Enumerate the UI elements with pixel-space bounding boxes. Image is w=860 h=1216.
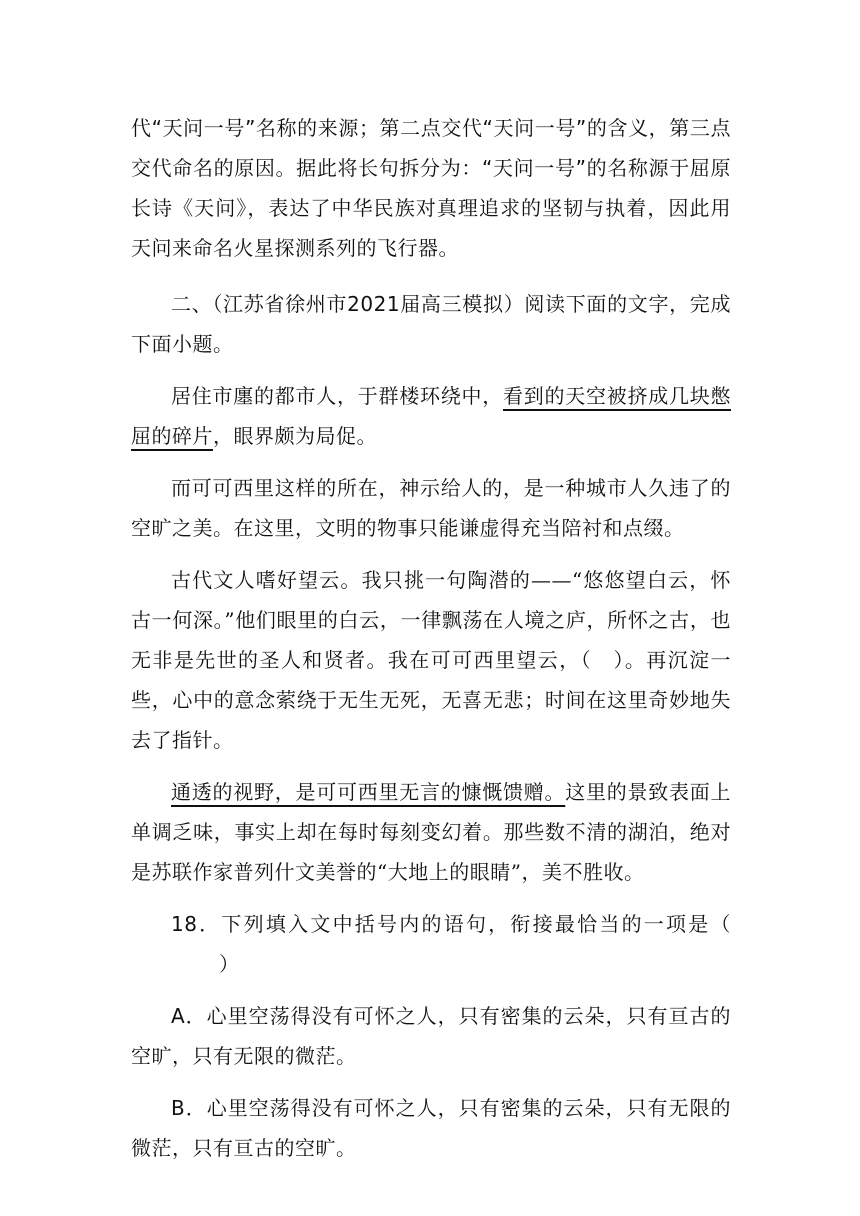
previous-answer-paragraph: 代“天问一号”名称的来源；第二点交代“天问一号”的含义，第三点交代命名的原因。据此将长句拆分为：“天问一号”的名称源于屈原长诗《天问》，表达了中华民族对真理追求的坚韧与执着，因此用天问来命名火星探测系列的飞行器。 xyxy=(131,116,731,260)
option-b-text: 心里空荡得没有可怀之人，只有密集的云朵，只有无限的微茫，只有亘古的空旷。 xyxy=(131,1096,731,1160)
question-stem-close: ） xyxy=(219,952,240,976)
option-a xyxy=(131,996,731,1076)
passage-paragraph-2: 而可可西里这样的所在，神示给人的，是一种城市人久违了的空旷之美。在这里，文明的物事只能谦虚得充当陪衬和点缀。 xyxy=(131,476,731,540)
passage-paragraph-3: 古代文人嗜好望云。我只挑一句陶潜的——“悠悠望白云，怀古一何深。”他们眼里的白云，一律飘荡在人境之庐，所怀之古，也无非是先世的圣人和贤者。我在可可西里望云，（ ）。再沉淀一些，心中的意念萦绕于无生无死，无喜无悲；时间在这里奇妙地失去了指针。 xyxy=(131,568,731,752)
underlined-phrase-sky-fragments: 看到的天空被挤成几块憋屈的碎片 xyxy=(131,384,731,448)
option-b-label: B． xyxy=(171,1096,207,1120)
option-a-label: A． xyxy=(171,1004,207,1028)
passage-paragraph-1-start: 居住市廛的都市人，于群楼环绕中， xyxy=(171,384,503,408)
question-stem-text: 18．下列填入文中括号内的语句，衔接最恰当的一项是（ xyxy=(171,912,731,936)
underlined-sentence-clear-view: 通透的视野，是可可西里无言的慷慨馈赠。 xyxy=(171,780,566,804)
passage-paragraph-4 xyxy=(131,772,731,892)
question-18-stem xyxy=(131,904,731,984)
document-content xyxy=(131,108,731,1168)
passage-paragraph-1 xyxy=(131,376,731,456)
option-b xyxy=(131,1088,731,1168)
passage-paragraph-4-rest: 这里的景致表面上单调乏味，事实上却在每时每刻变幻着。那些数不清的湖泊，绝对是苏联作家普列什文美誉的“大地上的眼睛”，美不胜收。 xyxy=(131,780,731,884)
passage-paragraph-1-end: ，眼界颇为局促。 xyxy=(213,424,377,448)
option-a-text: 心里空荡得没有可怀之人，只有密集的云朵，只有亘古的空旷，只有无限的微茫。 xyxy=(131,1004,731,1068)
section-heading: 二、（江苏省徐州市2021届高三模拟）阅读下面的文字，完成下面小题。 xyxy=(131,292,731,356)
